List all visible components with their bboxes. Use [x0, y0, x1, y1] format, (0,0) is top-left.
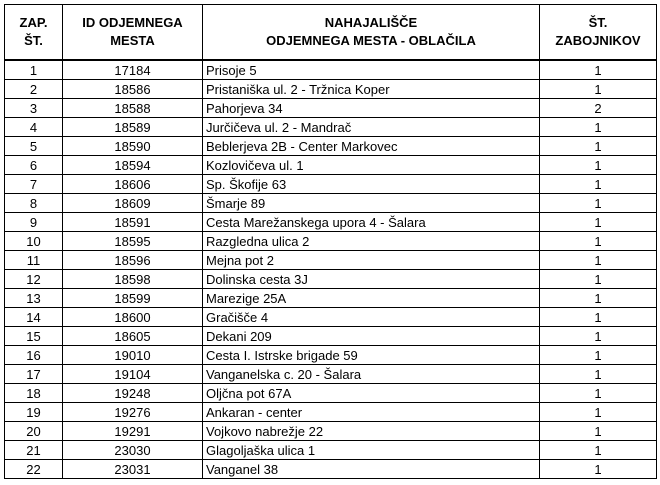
table-row	[5, 118, 657, 137]
cell-location: Marezige 25A	[203, 289, 540, 308]
cell-serial-number: 12	[5, 270, 63, 289]
cell-container-count: 1	[540, 251, 657, 270]
cell-container-count: 1	[540, 80, 657, 99]
cell-container-count: 1	[540, 270, 657, 289]
cell-collection-point-id: 18598	[63, 270, 203, 289]
cell-location: Razgledna ulica 2	[203, 232, 540, 251]
cell-serial-number: 18	[5, 384, 63, 403]
cell-location: Šmarje 89	[203, 194, 540, 213]
cell-collection-point-id: 19276	[63, 403, 203, 422]
cell-container-count: 1	[540, 118, 657, 137]
cell-container-count: 2	[540, 99, 657, 118]
cell-serial-number: 15	[5, 327, 63, 346]
header-text-line: ŠT.	[588, 15, 608, 30]
table-row	[5, 384, 657, 403]
cell-container-count: 1	[540, 213, 657, 232]
cell-location: Vanganelska c. 20 - Šalara	[203, 365, 540, 384]
cell-serial-number: 14	[5, 308, 63, 327]
cell-container-count: 1	[540, 327, 657, 346]
table-row	[5, 365, 657, 384]
table-row	[5, 460, 657, 479]
cell-collection-point-id: 18606	[63, 175, 203, 194]
header-collection-point-id	[63, 5, 203, 61]
cell-location: Dekani 209	[203, 327, 540, 346]
table-row	[5, 422, 657, 441]
cell-collection-point-id: 18588	[63, 99, 203, 118]
header-text-line: NAHAJALIŠČE	[324, 15, 418, 30]
cell-serial-number: 22	[5, 460, 63, 479]
cell-location: Pahorjeva 34	[203, 99, 540, 118]
cell-serial-number: 2	[5, 80, 63, 99]
cell-serial-number: 4	[5, 118, 63, 137]
containers-table	[4, 4, 657, 479]
cell-location: Dolinska cesta 3J	[203, 270, 540, 289]
table-row	[5, 156, 657, 175]
table-row	[5, 346, 657, 365]
header-text-line: MESTA	[110, 33, 155, 48]
cell-container-count: 1	[540, 365, 657, 384]
cell-container-count: 1	[540, 460, 657, 479]
header-text-line: ZABOJNIKOV	[555, 33, 641, 48]
header-text-line: ZAP.	[19, 15, 48, 30]
cell-collection-point-id: 18595	[63, 232, 203, 251]
table-row	[5, 270, 657, 289]
table-row	[5, 137, 657, 156]
cell-collection-point-id: 17184	[63, 60, 203, 80]
cell-collection-point-id: 18600	[63, 308, 203, 327]
cell-location: Sp. Škofije 63	[203, 175, 540, 194]
table-row	[5, 194, 657, 213]
table-row	[5, 251, 657, 270]
table-row	[5, 175, 657, 194]
cell-location: Vanganel 38	[203, 460, 540, 479]
cell-collection-point-id: 18590	[63, 137, 203, 156]
cell-container-count: 1	[540, 232, 657, 251]
cell-container-count: 1	[540, 175, 657, 194]
cell-serial-number: 8	[5, 194, 63, 213]
cell-serial-number: 11	[5, 251, 63, 270]
header-text-line: ODJEMNEGA MESTA - OBLAČILA	[266, 33, 476, 48]
cell-location: Cesta Marežanskega upora 4 - Šalara	[203, 213, 540, 232]
cell-collection-point-id: 19104	[63, 365, 203, 384]
header-collection-point-location	[203, 5, 540, 61]
cell-serial-number: 13	[5, 289, 63, 308]
cell-collection-point-id: 19248	[63, 384, 203, 403]
cell-container-count: 1	[540, 346, 657, 365]
cell-collection-point-id: 19010	[63, 346, 203, 365]
cell-container-count: 1	[540, 403, 657, 422]
cell-container-count: 1	[540, 60, 657, 80]
table-row	[5, 232, 657, 251]
header-text-line: ID ODJEMNEGA	[82, 15, 183, 30]
cell-collection-point-id: 18586	[63, 80, 203, 99]
cell-serial-number: 19	[5, 403, 63, 422]
cell-container-count: 1	[540, 422, 657, 441]
cell-location: Mejna pot 2	[203, 251, 540, 270]
table-row	[5, 213, 657, 232]
cell-collection-point-id: 18596	[63, 251, 203, 270]
table-body	[5, 60, 657, 479]
table-row	[5, 441, 657, 460]
cell-serial-number: 5	[5, 137, 63, 156]
header-row	[5, 5, 657, 61]
table-row	[5, 403, 657, 422]
cell-location: Kozlovičeva ul. 1	[203, 156, 540, 175]
cell-location: Pristaniška ul. 2 - Tržnica Koper	[203, 80, 540, 99]
cell-location: Gračišče 4	[203, 308, 540, 327]
header-container-count	[540, 5, 657, 61]
table-row	[5, 327, 657, 346]
cell-location: Oljčna pot 67A	[203, 384, 540, 403]
cell-container-count: 1	[540, 441, 657, 460]
cell-serial-number: 20	[5, 422, 63, 441]
cell-collection-point-id: 18605	[63, 327, 203, 346]
cell-collection-point-id: 18599	[63, 289, 203, 308]
table-row	[5, 80, 657, 99]
cell-serial-number: 17	[5, 365, 63, 384]
cell-container-count: 1	[540, 156, 657, 175]
table-row	[5, 289, 657, 308]
cell-serial-number: 1	[5, 60, 63, 80]
cell-location: Vojkovo nabrežje 22	[203, 422, 540, 441]
table-header	[5, 5, 657, 61]
cell-location: Ankaran - center	[203, 403, 540, 422]
cell-container-count: 1	[540, 289, 657, 308]
cell-serial-number: 16	[5, 346, 63, 365]
cell-container-count: 1	[540, 308, 657, 327]
cell-collection-point-id: 23030	[63, 441, 203, 460]
cell-location: Cesta I. Istrske brigade 59	[203, 346, 540, 365]
cell-container-count: 1	[540, 137, 657, 156]
table-row	[5, 99, 657, 118]
header-serial-number	[5, 5, 63, 61]
table-row	[5, 60, 657, 80]
cell-location: Prisoje 5	[203, 60, 540, 80]
cell-serial-number: 10	[5, 232, 63, 251]
cell-serial-number: 9	[5, 213, 63, 232]
table-row	[5, 308, 657, 327]
cell-collection-point-id: 18609	[63, 194, 203, 213]
cell-location: Beblerjeva 2B - Center Markovec	[203, 137, 540, 156]
cell-serial-number: 21	[5, 441, 63, 460]
cell-serial-number: 7	[5, 175, 63, 194]
cell-collection-point-id: 19291	[63, 422, 203, 441]
cell-location: Glagoljaška ulica 1	[203, 441, 540, 460]
cell-container-count: 1	[540, 384, 657, 403]
cell-serial-number: 6	[5, 156, 63, 175]
cell-collection-point-id: 23031	[63, 460, 203, 479]
cell-collection-point-id: 18591	[63, 213, 203, 232]
cell-serial-number: 3	[5, 99, 63, 118]
cell-collection-point-id: 18594	[63, 156, 203, 175]
cell-location: Jurčičeva ul. 2 - Mandrač	[203, 118, 540, 137]
cell-collection-point-id: 18589	[63, 118, 203, 137]
cell-container-count: 1	[540, 194, 657, 213]
header-text-line: ŠT.	[24, 33, 43, 48]
